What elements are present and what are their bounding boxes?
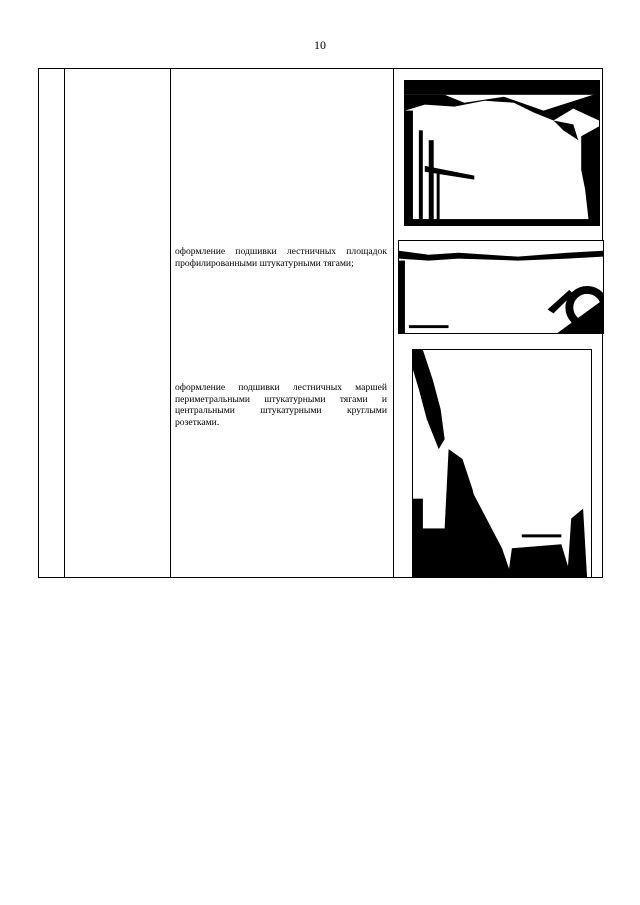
ceiling-cornice-photo-icon bbox=[398, 240, 604, 334]
column-divider bbox=[393, 69, 394, 577]
page-number: 10 bbox=[314, 38, 326, 52]
stair-landing-photo-icon bbox=[404, 80, 600, 226]
column-divider bbox=[64, 69, 65, 577]
column-divider bbox=[170, 69, 171, 577]
stair-flight-photo-icon bbox=[412, 349, 592, 578]
row-description: оформление подшивки лестничных маршей периметральными штукатурными тягами и центральными штукатурными круглыми розетками. bbox=[175, 382, 387, 428]
row-description: оформление подшивки лестничных площадок профилированными штукатурными тягами; bbox=[175, 246, 387, 269]
